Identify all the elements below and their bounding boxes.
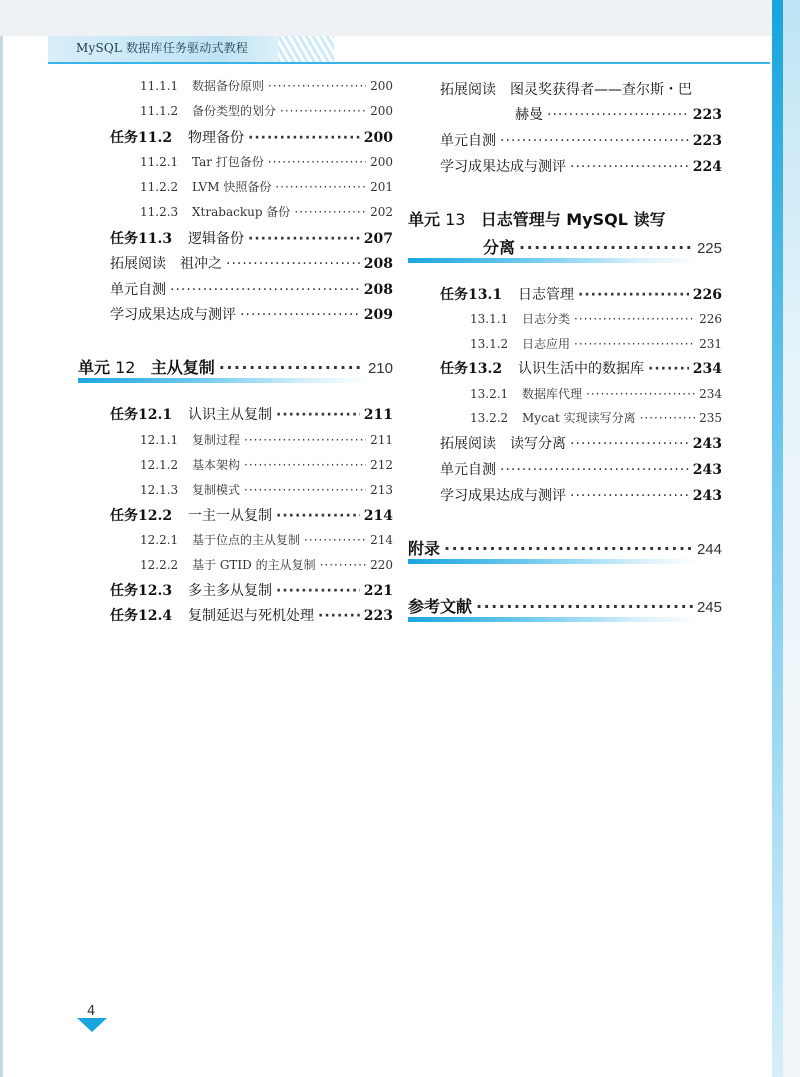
unit-title: 日志管理与 MySQL 读写 [480, 210, 666, 229]
entry-title: 学习成果达成与测评 [110, 307, 236, 323]
appendix-title: 附录 [408, 539, 441, 558]
leader-dots [547, 107, 689, 123]
toc-evaluation-13[interactable] [440, 485, 722, 505]
toc-entry-12-1-3[interactable] [140, 481, 393, 498]
leader-dots [170, 282, 360, 298]
section-number: 11.1.2 [140, 104, 179, 118]
page-number: 208 [363, 282, 393, 298]
leader-dots [586, 387, 695, 401]
appendix-underline [408, 559, 698, 564]
unit-underline [78, 378, 368, 383]
page-number: 223 [363, 608, 393, 624]
toc-entry-13-1-2[interactable] [470, 335, 722, 352]
task-number: 任务11.3 [110, 231, 173, 247]
toc-task-13-2[interactable] [440, 358, 722, 378]
leader-dots [570, 488, 689, 504]
header-stripes-decoration [278, 36, 334, 62]
entry-title: 学习成果达成与测评 [440, 159, 566, 175]
leader-dots [268, 79, 366, 93]
right-edge-strip [772, 0, 783, 1077]
toc-references[interactable] [408, 594, 722, 617]
entry-title: 学习成果达成与测评 [440, 488, 566, 504]
section-number: 11.2.2 [140, 180, 179, 194]
leader-dots [276, 508, 360, 524]
section-number: 12.2.2 [140, 558, 179, 572]
leader-dots [444, 539, 693, 558]
page-number: 226 [699, 312, 722, 326]
leader-dots [244, 433, 366, 447]
page-number: 200 [370, 104, 393, 118]
toc-task-11-2[interactable] [110, 127, 393, 147]
page-number: 200 [370, 155, 393, 169]
section-number: 11.1.1 [140, 79, 179, 93]
unit-number: 13 [445, 210, 466, 229]
leader-dots [304, 533, 366, 547]
toc-task-12-4[interactable] [110, 605, 393, 625]
page-number: 243 [692, 462, 722, 478]
toc-entry-12-2-2[interactable] [140, 556, 393, 573]
leader-dots [570, 159, 689, 175]
unit-underline [408, 258, 698, 263]
entry-title: 单元自测 [440, 133, 496, 149]
toc-entry-11-1-1[interactable] [140, 77, 393, 94]
page-number: 231 [699, 337, 722, 351]
section-number: 11.2.3 [140, 205, 179, 219]
toc-entry-11-1-2[interactable] [140, 102, 393, 119]
leader-dots [648, 361, 689, 377]
leader-dots [578, 287, 689, 303]
page-number: 211 [370, 433, 393, 447]
unit-title: 主从复制 [150, 358, 215, 377]
toc-entry-13-1-1[interactable] [470, 310, 722, 327]
leader-dots [500, 462, 689, 478]
header-rule [48, 62, 770, 64]
page-number: 243 [692, 436, 722, 452]
header-band [0, 0, 783, 36]
toc-task-12-3[interactable] [110, 580, 393, 600]
section-title: 复制过程 [192, 433, 241, 447]
page-number: 234 [692, 361, 722, 377]
task-number: 任务12.3 [110, 583, 173, 599]
section-number: 13.2.1 [470, 387, 509, 401]
page-number: 213 [370, 483, 393, 497]
entry-title: 拓展阅读 图灵奖获得者——查尔斯・巴 [440, 82, 692, 98]
section-number: 12.1.2 [140, 458, 179, 472]
toc-extended-reading-12-line1[interactable] [440, 79, 722, 99]
leader-dots [244, 458, 366, 472]
toc-appendix[interactable] [408, 536, 722, 559]
section-title: Mycat 实现读写分离 [522, 411, 636, 425]
page-number: 243 [692, 488, 722, 504]
section-title: 基于 GTID 的主从复制 [192, 558, 316, 572]
task-title: 多主多从复制 [188, 583, 272, 599]
toc-extended-reading-13[interactable] [440, 433, 722, 453]
toc-extended-reading-12-line2[interactable] [515, 104, 722, 124]
references-underline [408, 617, 698, 622]
leader-dots [476, 597, 693, 616]
leader-dots [240, 307, 360, 323]
page-number: 200 [370, 79, 393, 93]
task-number: 任务12.2 [110, 508, 173, 524]
section-number: 13.1.1 [470, 312, 509, 326]
section-title: 基本架构 [192, 458, 241, 472]
toc-task-12-1[interactable] [110, 404, 393, 424]
task-title: 一主一从复制 [188, 508, 272, 524]
toc-entry-13-2-2[interactable] [470, 409, 722, 426]
section-title: 日志分类 [522, 312, 571, 326]
page-edge [0, 0, 3, 1077]
unit-prefix: 单元 [408, 210, 441, 229]
leader-dots [574, 337, 695, 351]
leader-dots [519, 238, 693, 257]
section-number: 13.2.2 [470, 411, 509, 425]
page-number: 210 [367, 360, 393, 377]
toc-task-11-3[interactable] [110, 228, 393, 248]
page-number: 211 [363, 407, 393, 423]
task-number: 任务13.1 [440, 287, 503, 303]
page-number: 214 [363, 508, 393, 524]
right-edge-strip-light [783, 0, 800, 1077]
task-title: 认识生活中的数据库 [518, 361, 644, 377]
toc-entry-11-2-3[interactable] [140, 203, 393, 220]
leader-dots [500, 133, 689, 149]
section-title: 数据备份原则 [192, 79, 265, 93]
leader-dots [294, 205, 366, 219]
section-number: 12.1.3 [140, 483, 179, 497]
task-title: 逻辑备份 [188, 231, 244, 247]
leader-dots [219, 358, 364, 377]
toc-unit-test-11[interactable] [110, 279, 393, 299]
page-number: 200 [363, 130, 393, 146]
unit-title-continued: 分离 [483, 238, 516, 257]
header-title: MySQL 数据库任务驱动式教程 [76, 41, 249, 55]
leader-dots [244, 483, 366, 497]
toc-unit-test-12[interactable] [440, 130, 722, 150]
leader-dots [276, 583, 360, 599]
page-number: 224 [692, 159, 722, 175]
entry-title: 单元自测 [440, 462, 496, 478]
page-number: 208 [363, 256, 393, 272]
section-title: Xtrabackup 备份 [192, 205, 291, 219]
leader-dots [280, 104, 366, 118]
section-title: LVM 快照备份 [192, 180, 272, 194]
leader-dots [640, 411, 696, 425]
entry-title: 拓展阅读 祖冲之 [110, 256, 222, 272]
toc-entry-12-1-1[interactable] [140, 431, 393, 448]
page-number: 223 [692, 133, 722, 149]
references-title: 参考文献 [408, 597, 473, 616]
toc-entry-11-2-1[interactable] [140, 153, 393, 170]
task-title: 复制延迟与死机处理 [188, 608, 314, 624]
page-number: 245 [696, 599, 722, 616]
toc-evaluation-12[interactable] [440, 156, 722, 176]
leader-dots [276, 407, 360, 423]
unit-number: 12 [115, 358, 136, 377]
toc-task-12-2[interactable] [110, 505, 393, 525]
toc-unit-13-line2[interactable] [483, 235, 722, 258]
toc-unit-12[interactable] [78, 355, 393, 378]
toc-entry-12-2-1[interactable] [140, 531, 393, 548]
section-title: 备份类型的划分 [192, 104, 277, 118]
leader-dots [248, 231, 360, 247]
page-number: 234 [699, 387, 722, 401]
page-number: 244 [696, 541, 722, 558]
task-number: 任务13.2 [440, 361, 503, 377]
section-number: 11.2.1 [140, 155, 179, 169]
toc-task-13-1[interactable] [440, 284, 722, 304]
task-number: 任务12.1 [110, 407, 173, 423]
section-title: 日志应用 [522, 337, 571, 351]
section-number: 13.1.2 [470, 337, 509, 351]
page-number: 207 [363, 231, 393, 247]
toc-entry-11-2-2[interactable] [140, 178, 393, 195]
task-title: 认识主从复制 [188, 407, 272, 423]
leader-dots [570, 436, 689, 452]
leader-dots [574, 312, 695, 326]
toc-evaluation-11[interactable] [110, 304, 393, 324]
task-number: 任务12.4 [110, 608, 173, 624]
section-title: 复制模式 [192, 483, 241, 497]
leader-dots [318, 608, 360, 624]
section-number: 12.2.1 [140, 533, 179, 547]
page-number: 225 [696, 240, 722, 257]
toc-entry-12-1-2[interactable] [140, 456, 393, 473]
page-number: 221 [363, 583, 393, 599]
unit-prefix: 单元 [78, 358, 111, 377]
leader-dots [320, 558, 367, 572]
page-number: 226 [692, 287, 722, 303]
page-number: 214 [370, 533, 393, 547]
page-number: 223 [692, 107, 722, 123]
section-title: 基于位点的主从复制 [192, 533, 301, 547]
page-number: 220 [370, 558, 393, 572]
toc-extended-reading-11[interactable] [110, 253, 393, 273]
page-number: 212 [370, 458, 393, 472]
toc-unit-test-13[interactable] [440, 459, 722, 479]
toc-entry-13-2-1[interactable] [470, 385, 722, 402]
page-number: 202 [370, 205, 393, 219]
leader-dots [226, 256, 360, 272]
section-title: 数据库代理 [522, 387, 583, 401]
footer-page-number: 4 [87, 1004, 96, 1019]
entry-title: 单元自测 [110, 282, 166, 298]
leader-dots [248, 130, 360, 146]
toc-unit-13-line1[interactable] [408, 207, 722, 230]
leader-dots [275, 180, 366, 194]
page-number: 201 [370, 180, 393, 194]
page-number: 209 [363, 307, 393, 323]
section-title: Tar 打包备份 [192, 155, 264, 169]
page-number: 235 [699, 411, 722, 425]
leader-dots [268, 155, 366, 169]
entry-title: 拓展阅读 读写分离 [440, 436, 566, 452]
task-title: 物理备份 [188, 130, 244, 146]
section-number: 12.1.1 [140, 433, 179, 447]
task-title: 日志管理 [518, 287, 574, 303]
task-number: 任务11.2 [110, 130, 173, 146]
footer-triangle-icon [77, 1018, 107, 1032]
entry-title-continued: 赫曼 [515, 107, 543, 123]
